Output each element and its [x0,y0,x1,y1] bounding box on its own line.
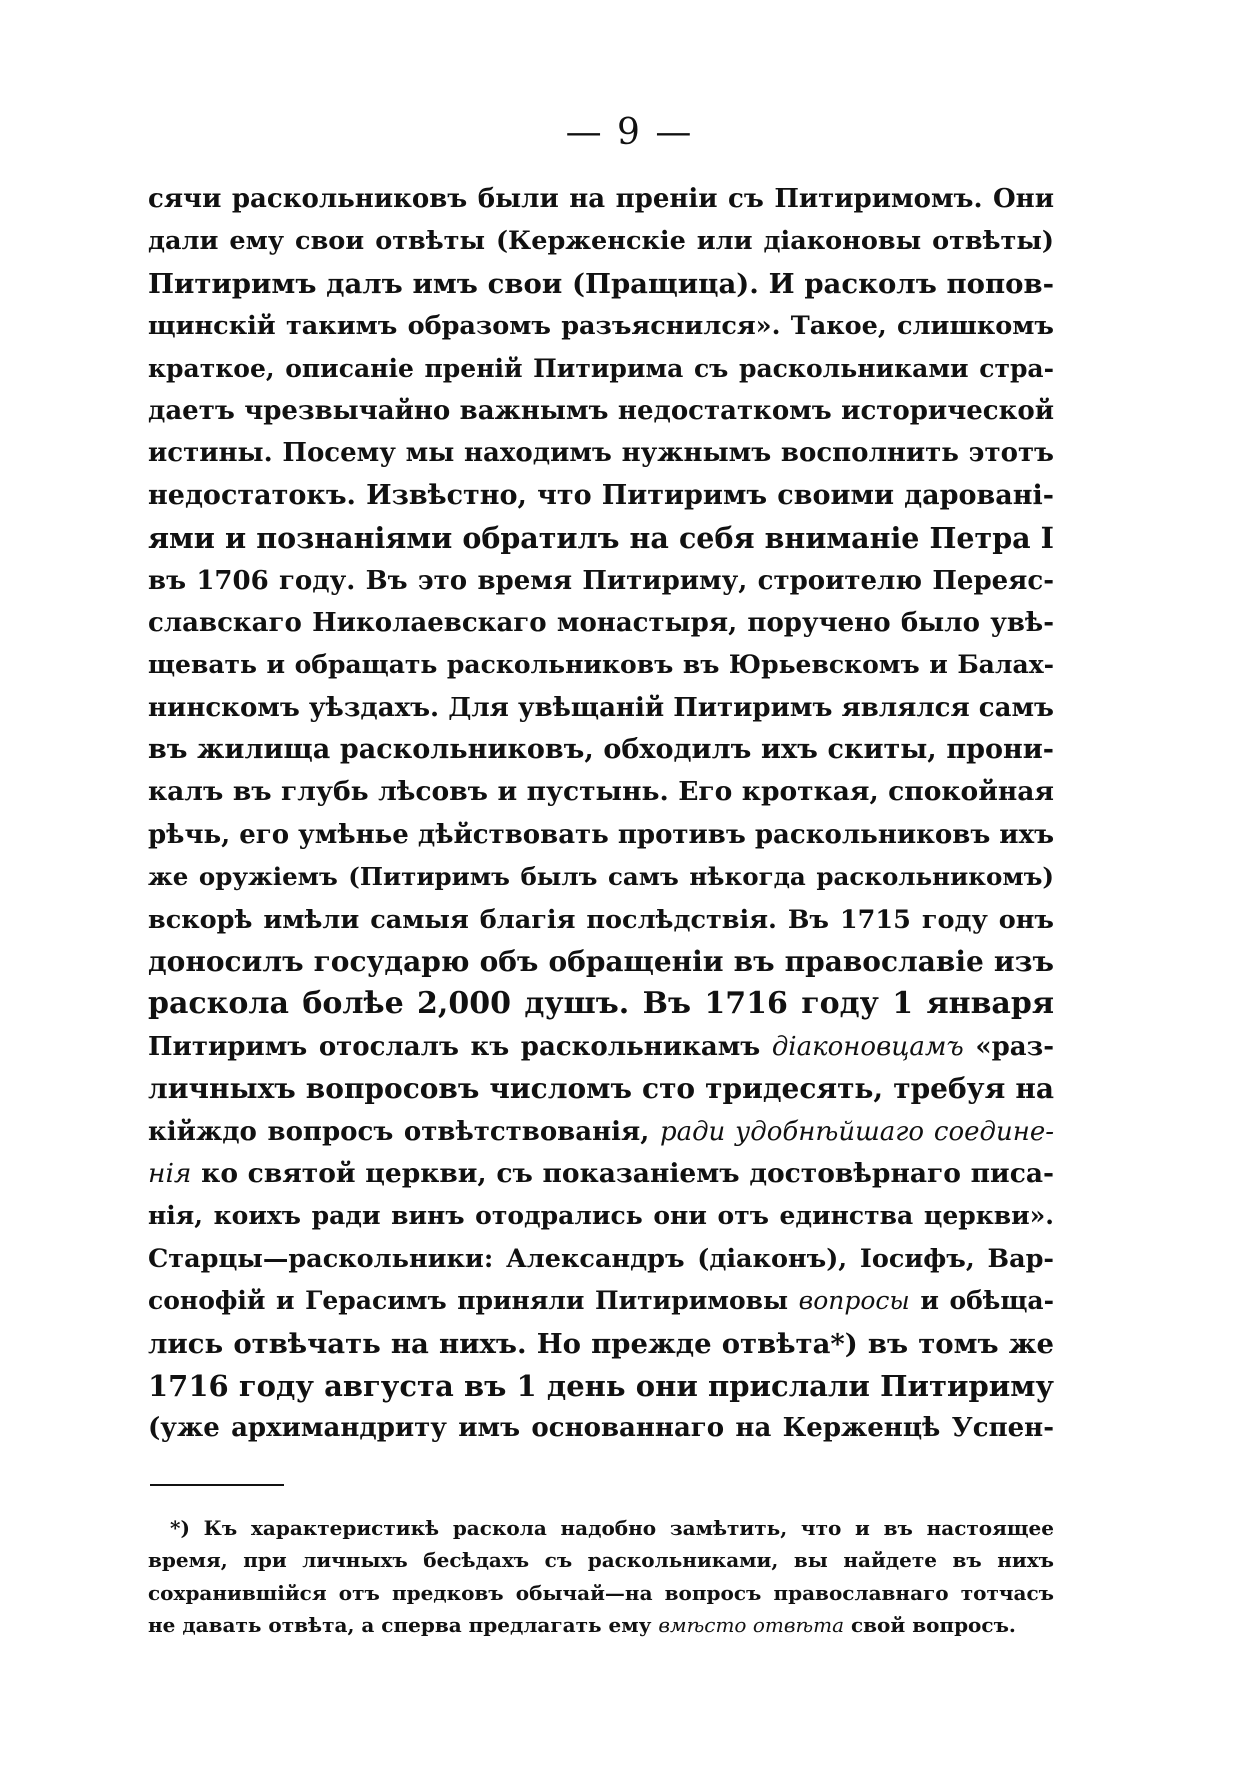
text-line-with-italic [148,1026,1054,1068]
main-text [148,178,1054,1450]
footnote-line-with-italic [148,1609,1054,1641]
text-line: дали ему свои отвѣты (Керженскіе или діаконовы отвѣты) [148,226,1054,257]
text-line: въ жилища раскольниковъ, обходилъ ихъ скиты, прони- [148,734,1054,766]
text-line: недостатокъ. Извѣстно, что Питиримъ своими дарованi- [148,479,1054,511]
text-line: нинскомъ уѣздахъ. Для увѣщаній Питиримъ являлся самъ [148,692,1054,723]
text-segment: сонофій и Герасимъ приняли Питиримовы [148,1286,799,1316]
text-segment: Питиримъ отослалъ къ раскольникамъ [148,1031,772,1062]
text-line: рѣчь, его умѣнье дѣйствовать противъ раскольниковъ ихъ [148,819,1054,850]
italic-term: діаконовцамъ [771,1031,964,1062]
text-segment: кійждо вопросъ отвѣтствованія, [148,1116,660,1147]
text-line: Старцы—раскольники: Александръ (діаконъ), Іосифъ, Вар- [148,1243,1054,1274]
text-segment: и обѣща- [909,1286,1054,1316]
text-line: калъ въ глубь лѣсовъ и пустынь. Его кроткая, спокойная [148,776,1054,808]
text-line: доносилъ государю объ обращеніи въ православіе изъ [148,945,1054,979]
text-line: же оружіемъ (Питиримъ былъ самъ нѣкогда раскольникомъ) [148,862,1054,892]
text-line: личныхъ вопросовъ числомъ сто тридесять, требуя на [148,1072,1054,1106]
text-line: щинскій такимъ образомъ разъяснился». Такое, слишкомъ [148,311,1054,342]
text-line: славскаго Николаевскаго монастыря, поручено было увѣ- [148,607,1054,638]
footnote-line: сохранившійся отъ предковъ обычай—на вопросъ православнаго тотчасъ [148,1580,1054,1605]
italic-phrase: вмѣсто отвѣта [658,1613,845,1638]
text-segment: «раз- [963,1031,1054,1062]
text-line: сячи раскольниковъ были на преніи съ Питиримомъ. Они [148,184,1054,214]
text-segment: свой вопросъ. [844,1613,1016,1638]
footnote-divider [150,1484,284,1486]
text-line: даетъ чрезвычайно важнымъ недостаткомъ исторической [148,395,1054,426]
text-segment: не давать отвѣта, а сперва предлагать ему [148,1613,659,1638]
text-segment: ко святой церкви, съ показаніемъ достовѣрнаго писа- [191,1157,1054,1189]
italic-phrase: нія [148,1157,192,1189]
text-line: истины. Посему мы находимъ нужнымъ восполнить этотъ [148,438,1054,469]
text-line: раскола болѣе 2,000 душъ. Въ 1716 году 1 января [148,986,1054,1022]
italic-phrase: ради удобнѣйшаго соедине- [659,1116,1054,1147]
page-number: — 9 — [565,112,694,153]
text-line: краткое, описаніе преній Питирима съ раскольниками стра- [148,353,1054,383]
text-line-with-italic [148,1111,1054,1153]
text-line: 1716 году августа въ 1 день они прислали Питириму [148,1368,1054,1403]
footnote-line: *) Къ характеристикѣ раскола надобно замѣтить, что и въ настоящее [170,1516,1054,1540]
text-line-with-italic [148,1280,1054,1322]
text-line: нія, коихъ ради винъ отодрались они отъ единства церкви». [148,1201,1054,1231]
text-line: Питиримъ далъ имъ свои (Пращица). И расколъ попов- [148,267,1054,300]
text-line: лись отвѣчать на нихъ. Но прежде отвѣта*) въ томъ же [148,1327,1054,1360]
italic-term: вопросы [798,1286,910,1316]
footnote-line: время, при личныхъ бесѣдахъ съ раскольниками, вы найдете въ нихъ [148,1548,1054,1573]
text-line-with-italic [148,1153,1054,1195]
footnote [148,1512,1054,1642]
text-line: въ 1706 году. Въ это время Питириму, строителю Переяс- [148,565,1054,596]
text-line: (уже архимандриту имъ основаннаго на Керженцѣ Успен- [148,1413,1054,1444]
text-line: щевать и обращать раскольниковъ въ Юрьевскомъ и Балах- [148,650,1054,680]
text-line: вскорѣ имѣли самыя благія послѣдствія. Въ 1715 году онъ [148,904,1054,935]
text-line: ями и познаніями обратилъ на себя вниманіе Петра I [148,521,1054,556]
